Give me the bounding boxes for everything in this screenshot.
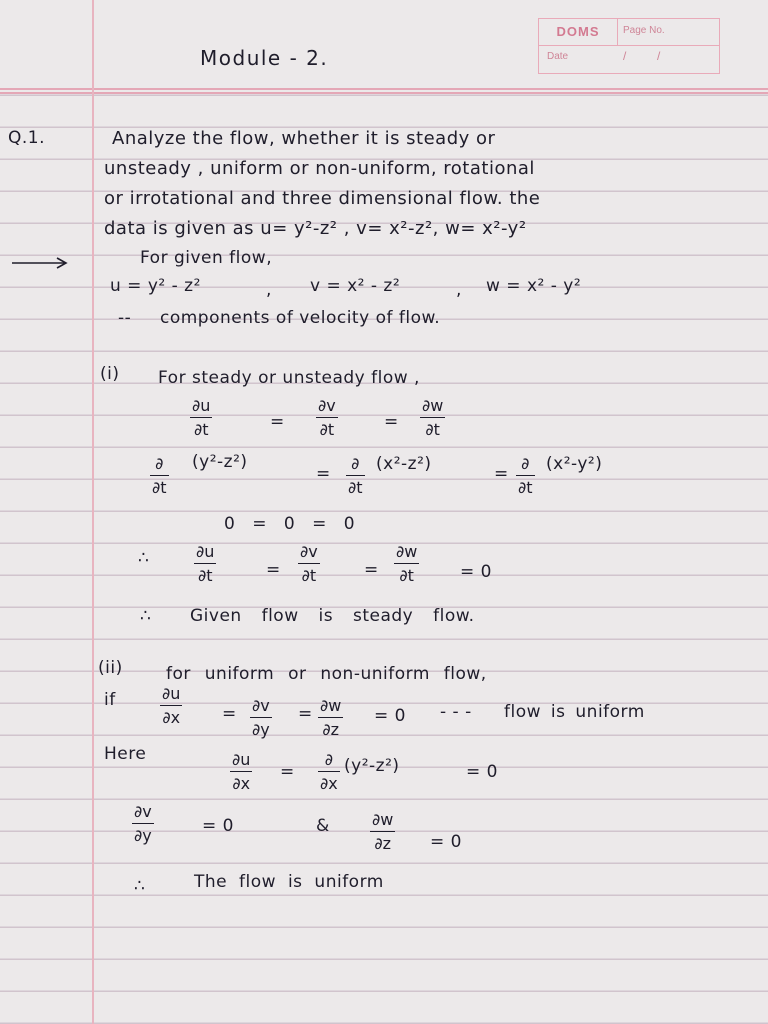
equals-sign: = (280, 762, 295, 782)
denominator: ∂t (348, 478, 363, 498)
margin-line (92, 0, 94, 1024)
therefore-symbol: ∴ (134, 876, 146, 896)
equals-sign: = (316, 464, 331, 484)
dw-dt-fraction (420, 396, 445, 439)
dw-dz-fraction (318, 696, 343, 739)
box-divider (539, 45, 719, 46)
zeros-line: 0 = 0 = 0 (224, 514, 361, 534)
denominator: ∂t (301, 566, 317, 586)
equals-sign: = (222, 704, 237, 724)
numerator: ∂u (196, 542, 215, 561)
u-expression-2: (y²-z²) (344, 756, 400, 776)
dv-dt-fraction-2 (298, 542, 320, 585)
denominator: ∂t (197, 566, 213, 586)
equals-zero: = 0 (466, 762, 498, 782)
comma-1: , (266, 280, 272, 300)
dw-dt-fraction-2 (394, 542, 419, 585)
numerator: ∂w (396, 542, 418, 561)
denominator: ∂y (252, 720, 270, 740)
denominator: ∂t (518, 478, 533, 498)
d-dx-fraction (318, 750, 340, 793)
dv-dt-fraction (316, 396, 338, 439)
equals-sign: = (494, 464, 509, 484)
brand-logo: DOMS (539, 19, 618, 46)
numerator: ∂u (232, 750, 251, 769)
solution-intro: For given flow, (140, 248, 273, 268)
equals-zero: = 0 (202, 816, 234, 836)
equals-sign: = (266, 560, 281, 580)
dv-dy-fraction-2 (132, 802, 154, 845)
numerator: ∂v (252, 696, 270, 715)
dw-dz-fraction-2 (370, 810, 395, 853)
denominator: ∂t (319, 420, 335, 440)
here-text: Here (104, 744, 147, 764)
equals-sign: = (298, 704, 313, 724)
part-2-heading: for uniform or non-uniform flow, (166, 664, 487, 684)
part-2-label: (ii) (98, 658, 123, 678)
numerator: ∂ (351, 454, 360, 473)
part-1-heading: For steady or unsteady flow , (158, 368, 420, 388)
dashes: - - - (440, 702, 472, 722)
du-dt-fraction (190, 396, 212, 439)
w-equation: w = x² - y² (486, 276, 582, 296)
numerator: ∂w (320, 696, 342, 715)
numerator: ∂w (422, 396, 444, 415)
numerator: ∂ (155, 454, 164, 473)
question-line-1: Analyze the flow, whether it is steady or (112, 128, 496, 149)
question-line-2: unsteady , uniform or non-uniform, rotational (104, 158, 535, 179)
w-expression: (x²-y²) (546, 454, 603, 474)
part-1-conclusion: Given flow is steady flow. (190, 606, 475, 626)
question-line-3: or irrotational and three dimensional flow. the (104, 188, 541, 209)
equals-zero: = 0 (460, 562, 492, 582)
uniform-note: flow is uniform (504, 702, 645, 722)
numerator: ∂v (134, 802, 152, 821)
numerator: ∂w (372, 810, 394, 829)
v-equation: v = x² - z² (310, 276, 401, 296)
denominator: ∂z (374, 834, 392, 854)
denominator: ∂t (399, 566, 414, 586)
numerator: ∂u (162, 684, 181, 703)
numerator: ∂ (521, 454, 530, 473)
therefore-symbol: ∴ (138, 548, 150, 568)
du-dx-fraction (160, 684, 182, 727)
part-1-label: (i) (100, 364, 120, 384)
v-expression: (x²-z²) (376, 454, 432, 474)
denominator: ∂y (134, 826, 152, 846)
equals-sign: = (384, 412, 399, 432)
denominator: ∂t (193, 420, 209, 440)
page-title: Module - 2. (200, 46, 329, 70)
and-symbol: & (316, 816, 330, 836)
du-dt-fraction-2 (194, 542, 216, 585)
numerator: ∂v (300, 542, 318, 561)
page-no-label: Page No. (623, 25, 665, 36)
u-equation: u = y² - z² (110, 276, 201, 296)
question-number: Q.1. (8, 128, 46, 148)
numerator: ∂u (192, 396, 211, 415)
components-text: components of velocity of flow. (160, 308, 441, 328)
equals-sign: = (270, 412, 285, 432)
comma-2: , (456, 280, 462, 300)
header-rule-bottom (0, 92, 768, 94)
dots-prefix: -- (118, 308, 132, 328)
dv-dy-fraction (250, 696, 272, 739)
denominator: ∂x (232, 774, 251, 794)
date-slash-1: / (623, 49, 627, 63)
page-info-box (538, 18, 720, 74)
date-label: Date (547, 51, 569, 62)
u-expression: (y²-z²) (192, 452, 248, 472)
numerator: ∂ (324, 750, 334, 769)
du-dx-fraction-2 (230, 750, 252, 793)
therefore-symbol: ∴ (140, 606, 152, 626)
d-dt-fraction-v (346, 454, 365, 497)
equals-zero: = 0 (374, 706, 406, 726)
denominator: ∂z (322, 720, 340, 740)
d-dt-fraction-w (516, 454, 535, 497)
if-text: if (104, 690, 116, 710)
denominator: ∂x (320, 774, 338, 794)
question-line-4: data is given as u= y²-z² , v= x²-z², w= x²-y² (104, 218, 527, 239)
equals-sign: = (364, 560, 379, 580)
header-rule-top (0, 88, 768, 90)
part-2-conclusion: The flow is uniform (194, 872, 384, 892)
right-arrow-icon (10, 257, 70, 269)
date-slash-2: / (657, 49, 661, 63)
d-dt-fraction-u (150, 454, 169, 497)
equals-zero: = 0 (430, 832, 462, 852)
denominator: ∂t (425, 420, 440, 440)
denominator: ∂t (152, 478, 167, 498)
denominator: ∂x (162, 708, 181, 728)
numerator: ∂v (318, 396, 336, 415)
